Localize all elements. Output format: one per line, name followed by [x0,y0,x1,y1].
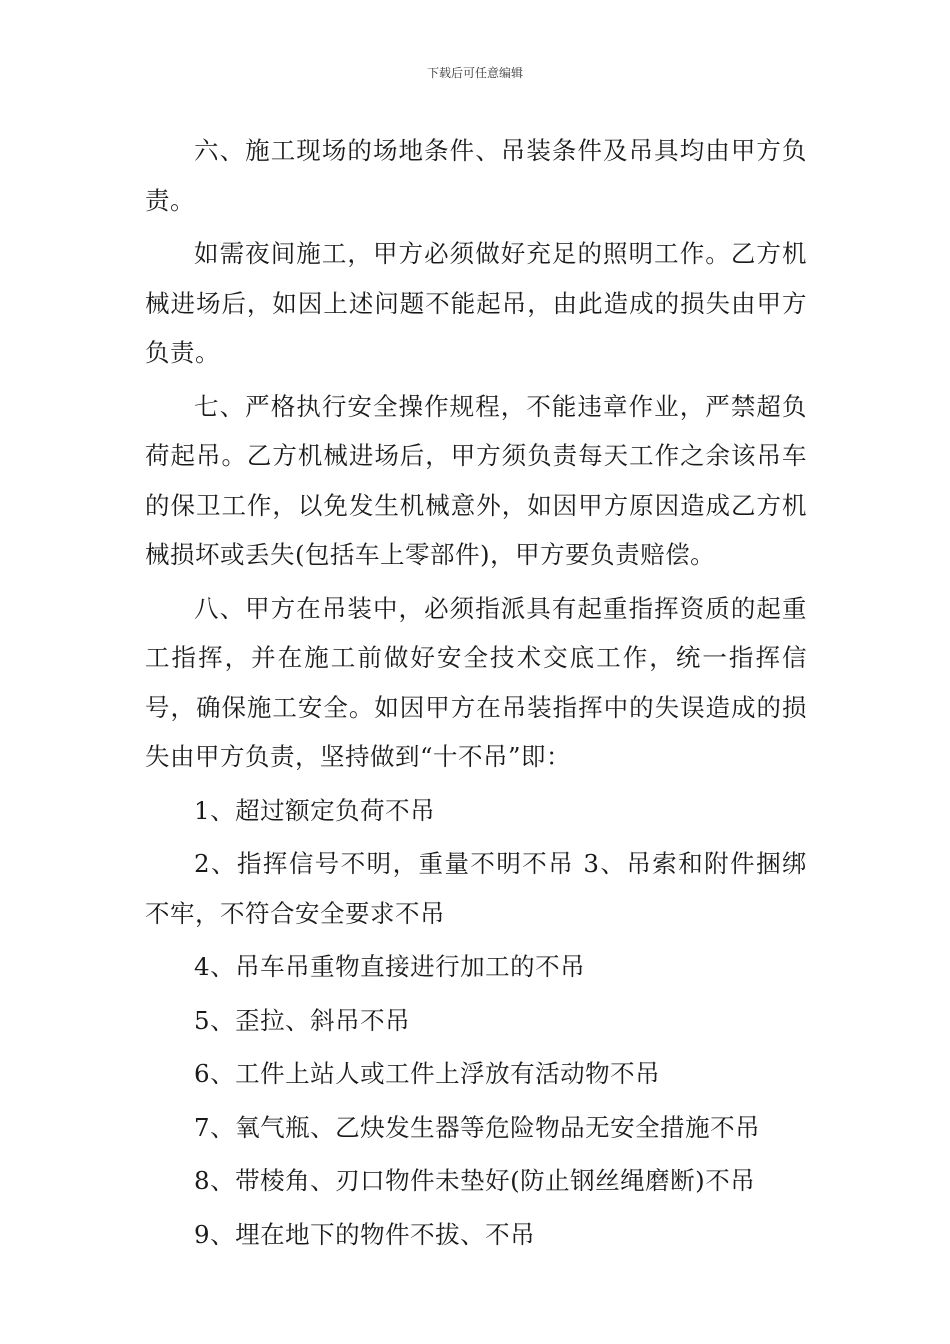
paragraph-clause-8: 八、甲方在吊装中，必须指派具有起重指挥资质的起重工指挥，并在施工前做好安全技术交底工作，统一指挥信号，确保施工安全。如因甲方在吊装指挥中的失误造成的损失由甲方负责，坚持做到“十不吊”即： [145,593,807,771]
list-item-rule-9: 9、埋在地下的物件不拔、不吊 [194,1219,536,1249]
paragraph-clause-7: 七、严格执行安全操作规程，不能违章作业，严禁超负荷起吊。乙方机械进场后，甲方须负责每天工作之余该吊车的保卫工作，以免发生机械意外，如因甲方原因造成乙方机械损坏或丢失(包括车上零部件)，甲方要负责赔偿。 [145,391,807,569]
list-item-rule-5: 5、歪拉、斜吊不吊 [194,1005,411,1035]
paragraph-clause-6: 六、施工现场的场地条件、吊装条件及吊具均由甲方负责。 [145,136,807,215]
list-item-rule-8: 8、带棱角、刃口物件未垫好(防止钢丝绳磨断)不吊 [194,1166,756,1195]
paragraph-night-work: 如需夜间施工，甲方必须做好充足的照明工作。乙方机械进场后，如因上述问题不能起吊，由此造成的损失由甲方负责。 [145,239,807,367]
list-item-rule-7: 7、氧气瓶、乙炔发生器等危险物品无安全措施不吊 [194,1112,761,1142]
list-item-rule-1: 1、超过额定负荷不吊 [194,795,436,825]
document-body [145,126,807,1263]
list-item-rule-2-3: 2、指挥信号不明，重量不明不吊 3、吊索和附件捆绑不牢，不符合安全要求不吊 [145,849,807,928]
list-item-rule-6: 6、工件上站人或工件上浮放有活动物不吊 [194,1059,661,1088]
list-item-rule-4: 4、吊车吊重物直接进行加工的不吊 [194,952,586,981]
page-header: 下载后可任意编辑 [426,66,523,80]
